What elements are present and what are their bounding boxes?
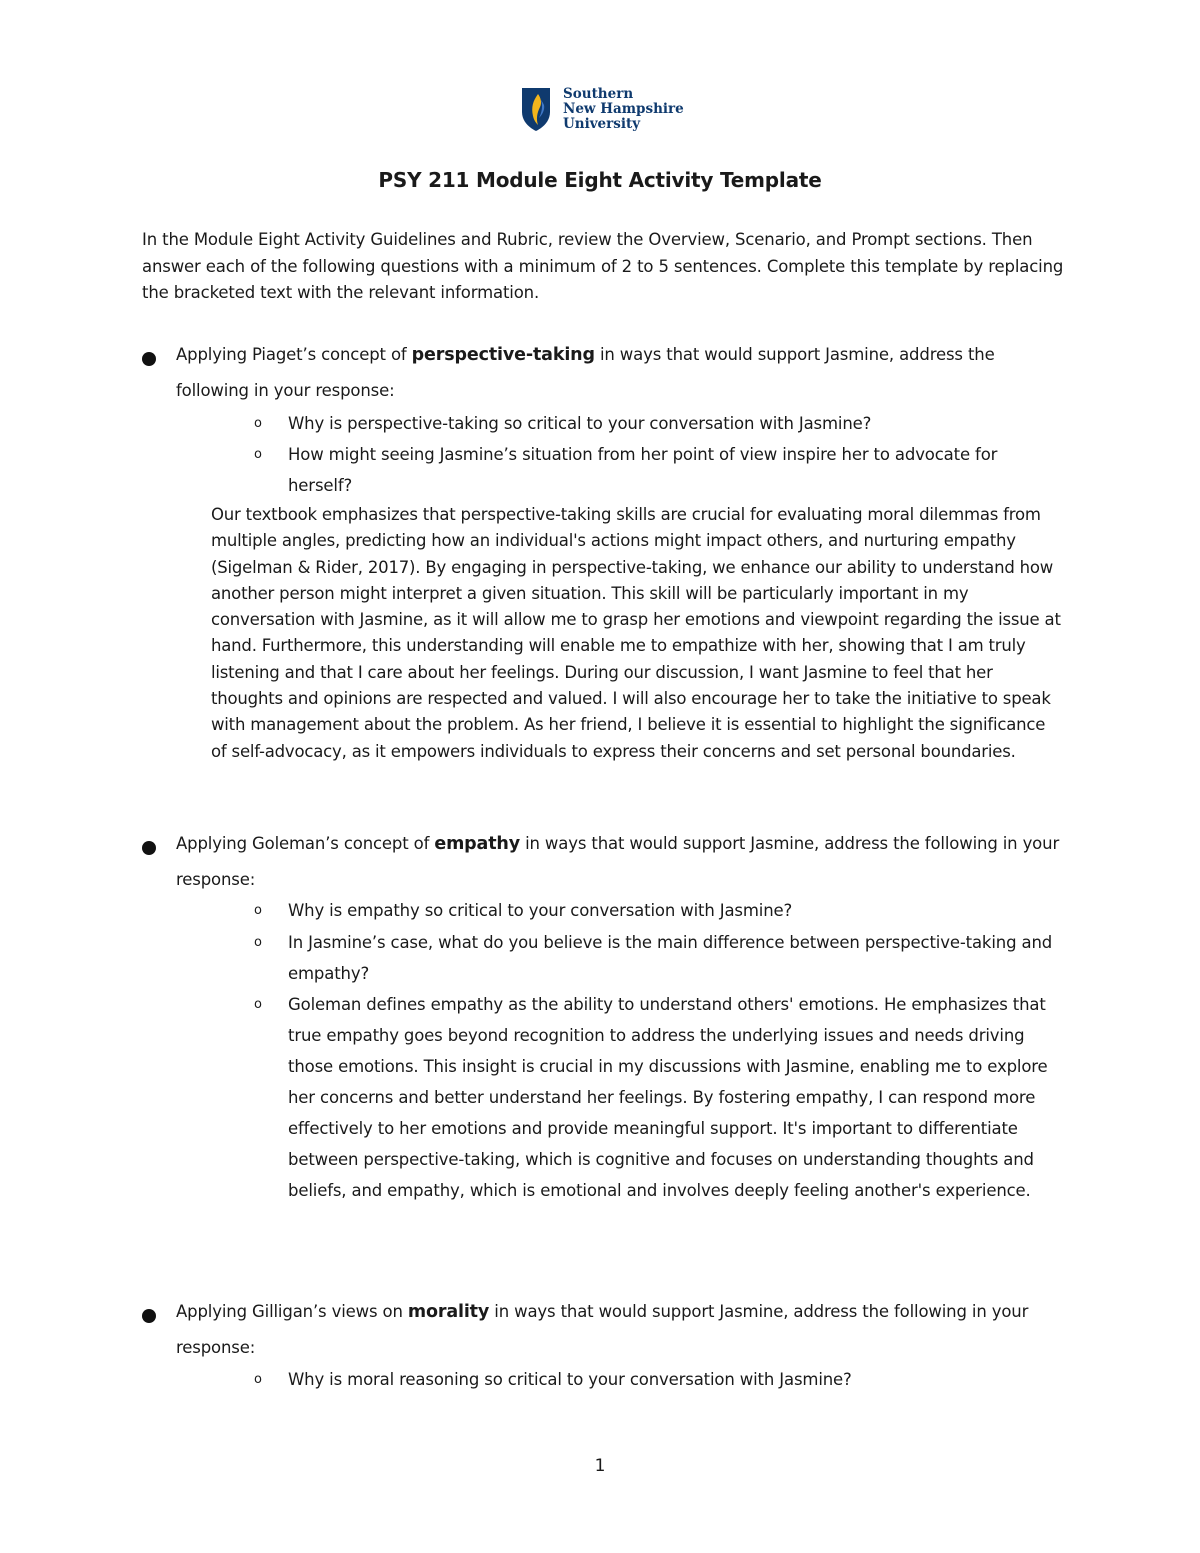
page-number: 1 [594,1456,606,1476]
sub-bullet-icon: o [254,1372,262,1387]
sub-bullet-icon: o [254,903,262,918]
bullet-dot-icon [142,841,156,855]
shield-icon [521,86,551,132]
key-term: empathy [434,834,520,854]
intro-paragraph: In the Module Eight Activity Guidelines and Rubric, review the Overview, Scenario, and Prompt sections. Then answer each of the following questions with a minimum of 2 to 5 sentences. Complete this template by replacing the bracketed text with the relevant information. [142,230,1064,302]
sub-bullet-icon: o [254,416,262,431]
logo-line-3: University [563,115,641,132]
logo-line-1: Southern [563,85,634,102]
sub-bullet-icon: o [254,935,262,950]
section-prompt: Applying Gilligan’s views on morality in ways that would support Jasmine, address the following in your response: [176,1302,1029,1357]
logo-wordmark [563,87,684,132]
sub-bullet-icon: o [254,447,262,462]
answer-paragraph: Our textbook emphasizes that perspective-taking skills are crucial for evaluating moral dilemmas from multiple angles, predicting how an individual's actions might impact others, and nurturing empathy (Sigelman & Rider, 2017). By engaging in perspective-taking, we enhance our ability to understand how another person might interpret a given situation. This skill will be particularly important in my conversation with Jasmine, as it will allow me to grasp her emotions and viewpoint regarding the issue at hand. Furthermore, this understanding will enable me to empathize with her, showing that I am truly listening and that I care about her feelings. During our discussion, I want Jasmine to feel that her thoughts and opinions are respected and valued. I will also encourage her to take the initiative to speak with management about the problem. As her friend, I believe it is essential to highlight the significance of self-advocacy, as it empowers individuals to express their concerns and set personal boundaries. [211,505,1061,761]
section-prompt: Applying Goleman’s concept of empathy in ways that would support Jasmine, address the following in your response: [176,834,1060,889]
logo-line-2: New Hampshire [563,100,684,117]
section-prompt: Applying Piaget’s concept of perspective-taking in ways that would support Jasmine, address the following in your response: [176,345,995,400]
document-page: Southern New Hampshire University PSY 211 Module Eight Activity Template In the Module Eight Activity Guidelines and Rubric, review the Overview, Scenario, and Prompt sections. Then answer each of the following questions with a minimum of 2 to 5 sentences. Complete this template by replacing the bracketed text with the relevant information. Applying Piaget’s concept of perspective-taking in ways that would support Jasmine, address the following in your response: o Why is perspective-taking so critical to your conversation with Jasmine? o How might seeing Jasmine’s situation from her point of view inspire her to advocate for herself? Our textbook emphasizes that perspective-taking skills are crucial for evaluating moral dilemmas from multiple angles, predicting how an individual's actions might impact others, and nurturing empathy (Sigelman & Rider, 2017). By engaging in perspective-taking, we enhance our ability to understand how another person might interpret a given situation. This skill will be particularly important in my conversation with Jasmine, as it will allow me to grasp her emotions and viewpoint regarding the issue at hand. Furthermore, this understanding will enable me to empathize with her, showing that I am truly listening and that I care about her feelings. During our discussion, I want Jasmine to feel that her thoughts and opinions are respected and valued. I will also encourage her to take the initiative to speak with management about the problem. As her friend, I believe it is essential to highlight the significance of self-advocacy, as it empowers individuals to express their concerns and set personal boundaries. Applying Goleman’s concept of empathy in ways that would support Jasmine, address the following in your response: o Why is empathy so critical to your conversation with Jasmine? o In Jasmine’s case, what do you believe is the main difference between perspective-taking and empathy? o Goleman defines empathy as the ability to understand others' emotions. He emphasizes that true empathy goes beyond recognition to address the underlying issues and needs driving those emotions. This insight is crucial in my discussions with Jasmine, enabling me to explore her concerns and better understand her feelings. By fostering empathy, I can respond more effectively to her emotions and provide meaningful support. It's important to differentiate between perspective-taking, which is cognitive and focuses on understanding thoughts and beliefs, and empathy, which is emotional and involves deeply feeling another's experience. Applying Gilligan’s views on morality in ways that would support Jasmine, address the following in your response: o Why is moral reasoning so critical to your conversation with Jasmine? 1 [0,0,1200,1553]
university-logo [521,84,684,134]
bullet-dot-icon [142,352,156,366]
sub-bullet-icon: o [254,997,262,1012]
key-term: morality [407,1302,490,1322]
bullet-dot-icon [142,1309,156,1323]
document-title: PSY 211 Module Eight Activity Template [378,168,822,192]
key-term: perspective-taking [411,345,595,365]
